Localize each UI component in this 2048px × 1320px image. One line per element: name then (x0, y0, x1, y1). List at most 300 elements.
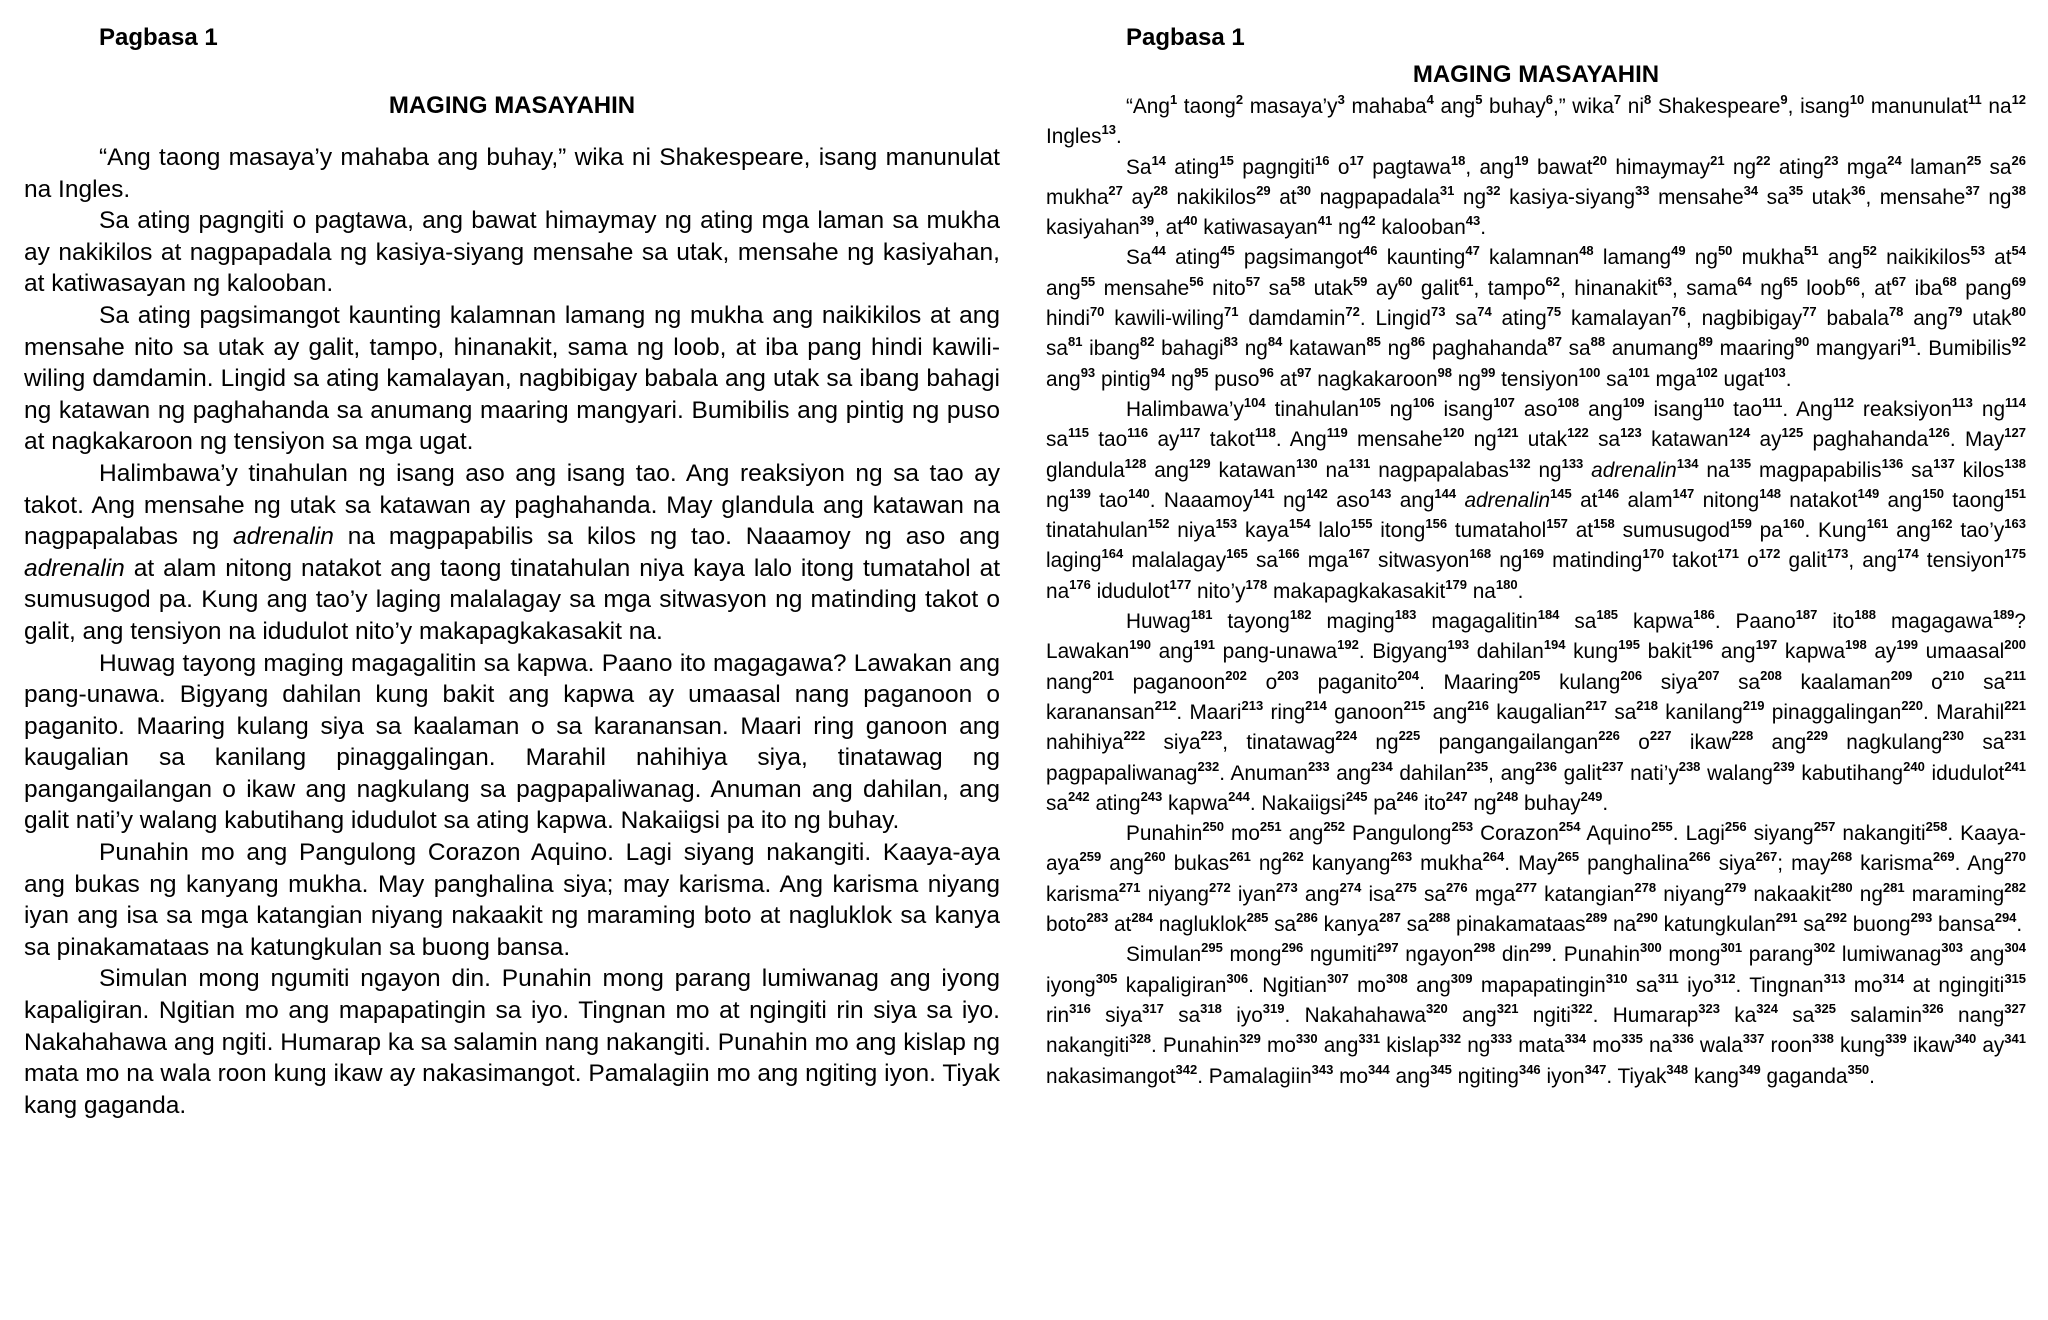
word-number: 158 (1593, 516, 1615, 532)
word-number: 135 (1729, 455, 1752, 471)
text-run: katawan (1641, 428, 1729, 452)
word-number: 80 (2011, 304, 2027, 320)
word-number: 39 (1139, 213, 1155, 229)
text-run: . Naaamoy (1149, 488, 1253, 512)
text-run: ngumiti (1303, 943, 1377, 967)
text-run: , tampo (1473, 276, 1546, 300)
word-number: 146 (1597, 485, 1620, 501)
text-run: nagpapalabas (1370, 458, 1509, 482)
word-number: 219 (1742, 697, 1765, 713)
text-run: kanyang (1303, 852, 1391, 876)
word-number: 185 (1596, 607, 1619, 623)
text-run: , tinatawag (1222, 731, 1336, 755)
text-run: Sa (1126, 155, 1152, 179)
text-run: . Kung (1804, 519, 1867, 543)
text-run: karanansan (1046, 700, 1155, 724)
text-run: ating (1165, 246, 1221, 270)
text-run: Shakespeare (1651, 95, 1781, 118)
word-number: 256 (1724, 819, 1747, 835)
word-number: 31 (1439, 182, 1455, 198)
text-run: sa (1046, 337, 1068, 361)
word-number: 208 (1760, 667, 1782, 683)
word-number: 119 (1326, 425, 1348, 441)
word-number: 249 (1580, 788, 1603, 804)
word-number: 49 (1671, 243, 1686, 259)
text-run: Pangulong (1345, 822, 1452, 846)
word-number: 176 (1069, 576, 1091, 592)
text-run: sa (1719, 670, 1761, 694)
text-run: mata (1512, 1034, 1565, 1058)
word-number: 63 (1657, 273, 1673, 289)
word-number: 156 (1425, 516, 1448, 532)
text-run: “Ang (1126, 95, 1170, 118)
word-number: 21 (1710, 152, 1725, 168)
text-run: ngiti (1518, 1003, 1571, 1027)
word-number: 92 (2011, 334, 2026, 350)
word-number: 271 (1118, 879, 1141, 895)
word-number: 114 (2005, 394, 2026, 410)
text-run: ang (1818, 246, 1863, 270)
text-run: lamang (1593, 246, 1672, 270)
text-run: kapwa (1618, 610, 1694, 634)
text-run: gaganda (1760, 1064, 1848, 1088)
word-number: 173 (1826, 546, 1849, 562)
word-number: 197 (1755, 637, 1778, 653)
reading-label: Pagbasa 1 (99, 24, 218, 51)
word-number: 155 (1350, 516, 1373, 532)
text-run: pintig (1095, 367, 1151, 391)
word-number: 68 (1942, 273, 1957, 289)
word-number: 97 (1297, 364, 1312, 380)
paragraph (24, 837, 1000, 963)
text-run: ugat (1717, 367, 1764, 391)
word-number: 334 (1564, 1031, 1587, 1047)
word-number: 129 (1188, 455, 1211, 471)
word-number: 217 (1585, 697, 1608, 713)
word-number: 207 (1697, 667, 1720, 683)
word-number: 139 (1069, 485, 1091, 501)
word-number: 348 (1666, 1061, 1689, 1077)
word-number: 322 (1570, 1000, 1593, 1016)
text-run: . Ang (1782, 397, 1833, 421)
text-run: ng (1332, 216, 1362, 240)
text-run: . Bumibilis (1915, 337, 2012, 361)
word-number: 242 (1067, 788, 1090, 804)
paragraph (24, 142, 1000, 205)
text-run: ng (1972, 397, 2006, 421)
text-run: kanya (1317, 913, 1380, 937)
word-number: 342 (1175, 1061, 1198, 1077)
word-number: 160 (1782, 516, 1805, 532)
word-number: 81 (1067, 334, 1083, 350)
text-run: na (1466, 579, 1496, 603)
text-run: din (1495, 943, 1530, 967)
text-run: ibang (1082, 337, 1140, 361)
word-number: 133 (1561, 455, 1584, 471)
text-run: ng (1380, 337, 1411, 361)
word-number: 268 (1830, 849, 1853, 865)
text-run: utak (1518, 428, 1568, 452)
word-number: 252 (1323, 819, 1346, 835)
word-number: 255 (1651, 819, 1673, 835)
word-number: 61 (1459, 273, 1474, 289)
word-number: 100 (1578, 364, 1601, 380)
text-run: na (1317, 458, 1349, 482)
word-number: 248 (1496, 788, 1519, 804)
text-run: ng (1530, 458, 1562, 482)
word-number: 36 (1850, 182, 1866, 198)
text-run: mangyari (1809, 337, 1902, 361)
word-number: 317 (1142, 1000, 1164, 1016)
word-number: 247 (1445, 788, 1468, 804)
word-number: 340 (1954, 1031, 1977, 1047)
text-run: Aquino (1580, 822, 1652, 846)
word-number: 64 (1737, 273, 1752, 289)
text-run: katangian (1537, 882, 1635, 906)
word-number: 37 (1965, 182, 1980, 198)
word-number: 301 (1720, 940, 1743, 956)
text-run: Simulan mong ngumiti ngayon din. Punahin mong parang lumiwanag ang iyong kapaligiran. Ngitian mo ang mapapatingin sa iyo. Tingnan mo at ngingiti rin siya sa iyo. Nakahahawa ang ngiti. Humarap ka sa salamin nang nakangiti. Punahin mo ang kislap ng mata mo na wala roon kung ikaw ay nakasimangot. Pamalagiin mo ang ngiting iyon. Tiyak kang gaganda. (24, 965, 1000, 1119)
word-number: 258 (1925, 819, 1948, 835)
word-number: 6 (1545, 92, 1553, 107)
text-run: , ang (1848, 549, 1897, 573)
word-number: 26 (2011, 152, 2026, 168)
text-run: sa (1777, 1003, 1815, 1027)
word-number: 345 (1430, 1061, 1452, 1077)
word-number: 132 (1508, 455, 1531, 471)
text-run: ang (1579, 397, 1623, 421)
text-run: sa (1268, 913, 1297, 937)
text-run: . Pamalagiin (1197, 1064, 1312, 1088)
word-number: 84 (1267, 334, 1283, 350)
word-number: 174 (1896, 546, 1919, 562)
text-run: damdamin (1238, 307, 1346, 331)
word-number: 267 (1755, 849, 1778, 865)
word-number: 305 (1095, 970, 1118, 986)
word-number: 76 (1671, 304, 1686, 320)
text-run: na (1046, 579, 1070, 603)
text-run: ang (1425, 700, 1468, 724)
word-number: 245 (1345, 788, 1368, 804)
text-run: at (1273, 367, 1298, 391)
text-run: sa (1046, 791, 1068, 815)
text-run: . (1869, 1064, 1875, 1088)
text-run: ng (1751, 276, 1784, 300)
text-run: maraming (1904, 882, 2005, 906)
text-run: o (1738, 549, 1759, 573)
word-number: 136 (1881, 455, 1904, 471)
word-number: 93 (1080, 364, 1096, 380)
word-number: 82 (1139, 334, 1155, 350)
word-number: 326 (1921, 1000, 1944, 1016)
text-run: ng (1380, 397, 1413, 421)
numbered-reading-title: MAGING MASAYAHIN (1412, 61, 1660, 88)
text-run: mo (1586, 1034, 1622, 1058)
paragraph (24, 300, 1000, 458)
word-number: 221 (2004, 697, 2026, 713)
word-number: 148 (1759, 485, 1781, 501)
word-number: 235 (1466, 758, 1489, 774)
text-run: sa (1758, 185, 1789, 209)
word-number: 83 (1223, 334, 1239, 350)
text-run: . Nakahahawa (1284, 1003, 1426, 1027)
word-number: 46 (1363, 243, 1378, 259)
text-run: ng (1491, 549, 1523, 573)
word-number: 134 (1676, 455, 1699, 471)
text-run: iyan (1230, 882, 1277, 906)
text-run: itong (1372, 519, 1426, 543)
text-run: alam (1619, 488, 1673, 512)
word-number: 253 (1451, 819, 1474, 835)
word-number: 240 (1903, 758, 1925, 774)
word-number: 192 (1337, 637, 1359, 653)
word-number: 254 (1558, 819, 1581, 835)
numbered-reading-label: Pagbasa 1 (1126, 24, 1245, 51)
word-number: 96 (1259, 364, 1274, 380)
word-number: 215 (1403, 697, 1426, 713)
word-number: 329 (1239, 1031, 1261, 1047)
word-number: 199 (1896, 637, 1919, 653)
text-run: niya (1169, 519, 1216, 543)
text-run: nang (1046, 670, 1093, 694)
word-number: 152 (1147, 516, 1170, 532)
text-run: paganito (1298, 670, 1398, 694)
word-number: 175 (2004, 546, 2026, 562)
word-number: 288 (1428, 910, 1451, 926)
text-run: iyong (1046, 973, 1096, 997)
word-number: 234 (1371, 758, 1393, 774)
word-number: 281 (1882, 879, 1905, 895)
text-run: sa (1607, 700, 1637, 724)
text-run: sa (1600, 367, 1629, 391)
text-run: , at (1154, 216, 1184, 240)
word-number: 347 (1584, 1061, 1607, 1077)
text-run: sa (1797, 913, 1826, 937)
word-number: 338 (1812, 1031, 1834, 1047)
text-run: matinding (1544, 549, 1643, 573)
text-run: . Anuman (1219, 761, 1308, 785)
text-run: ang (1046, 367, 1081, 391)
word-number: 166 (1277, 546, 1300, 562)
text-run: lumiwanag (1835, 943, 1942, 967)
text-run: ka (1719, 1003, 1757, 1027)
word-number: 107 (1493, 394, 1515, 410)
word-number: 62 (1545, 273, 1561, 289)
word-number: 312 (1713, 970, 1736, 986)
text-run: ang (1389, 1064, 1431, 1088)
text-run: reaksiyon (1853, 397, 1952, 421)
text-run: umaasal (1918, 640, 2005, 664)
word-number: 318 (1200, 1000, 1222, 1016)
word-number: 198 (1845, 637, 1867, 653)
word-number: 193 (1447, 637, 1470, 653)
word-number: 58 (1290, 273, 1306, 289)
text-run: mukha (1046, 185, 1109, 209)
word-number: 69 (2011, 273, 2027, 289)
text-run: panghalina (1579, 852, 1689, 876)
word-number: 5 (1475, 92, 1483, 107)
text-run: sa (1445, 307, 1478, 331)
word-number: 171 (1717, 546, 1739, 562)
word-number: 284 (1131, 910, 1154, 926)
word-number: 306 (1226, 970, 1249, 986)
text-run: kislap (1380, 1034, 1440, 1058)
word-number: 165 (1226, 546, 1248, 562)
text-run: karisma (1046, 882, 1119, 906)
text-run: bawat (1528, 155, 1593, 179)
paragraph (1046, 819, 2026, 940)
text-run: magagawa (1876, 610, 1993, 634)
word-number: 290 (1636, 910, 1658, 926)
text-run: parang (1742, 943, 1814, 967)
text-run: o (1619, 731, 1650, 755)
word-number: 56 (1189, 273, 1204, 289)
text-run: sumusugod (1614, 519, 1731, 543)
word-number: 44 (1151, 243, 1166, 259)
text-run: ngayon (1398, 943, 1474, 967)
word-number: 298 (1473, 940, 1496, 956)
text-run: at (1567, 519, 1594, 543)
word-number: 224 (1335, 728, 1358, 744)
text-run: kanilang (1658, 700, 1743, 724)
text-run: ito (1817, 610, 1855, 634)
word-number: 260 (1143, 849, 1166, 865)
text-run: nagpapadala (1311, 185, 1440, 209)
text-run: kapaligiran (1117, 973, 1227, 997)
text-run: pinaggalingan (1764, 700, 1902, 724)
word-number: 269 (1932, 849, 1955, 865)
text-run: Punahin mo ang Pangulong Corazon Aquino. Lagi siyang nakangiti. Kaaya-aya ang bukas ng kanyang mukha. May panghalina siya; may karisma. Ang karisma niyang iyan ang isa sa mga katangian niyang nakaakit ng maraming boto at nagluklok sa kanya sa pinakamataas na katungkulan sa buong bansa. (24, 839, 1000, 961)
text-run: kabutihang (1794, 761, 1904, 785)
text-run: tensiyon (1495, 367, 1579, 391)
text-run: iyo (1678, 973, 1714, 997)
text-run: . Bigyang (1358, 640, 1448, 664)
word-number: 10 (1849, 92, 1865, 107)
text-run: kaalaman (1781, 670, 1891, 694)
word-number: 14 (1151, 152, 1166, 168)
word-number: 297 (1376, 940, 1399, 956)
word-number: 265 (1557, 849, 1580, 865)
text-run: ng (1454, 185, 1487, 209)
word-number: 11 (1968, 92, 1982, 107)
word-number: 78 (1888, 304, 1904, 320)
text-run: ang (1433, 95, 1476, 118)
text-run: natakot (1780, 488, 1858, 512)
word-number: 246 (1396, 788, 1419, 804)
text-run: nagluklok (1153, 913, 1247, 937)
text-run: . Punahin (1150, 1034, 1240, 1058)
word-number: 333 (1490, 1031, 1513, 1047)
text-run: hindi (1046, 307, 1090, 331)
text-run: siya (1642, 670, 1698, 694)
word-number: 230 (1942, 728, 1964, 744)
word-number: 102 (1696, 364, 1718, 380)
word-number: 181 (1190, 607, 1213, 623)
word-number: 25 (1966, 152, 1982, 168)
word-number: 270 (2004, 849, 2026, 865)
word-number: 243 (1140, 788, 1163, 804)
word-number: 289 (1585, 910, 1608, 926)
text-run: ating (1770, 155, 1824, 179)
word-number: 15 (1219, 152, 1234, 168)
text-run: tao (1088, 428, 1128, 452)
word-number: 214 (1305, 697, 1327, 713)
word-number: 131 (1348, 455, 1371, 471)
word-number: 201 (1092, 667, 1114, 683)
text-run: kaunting (1377, 246, 1466, 270)
text-run: nitong (1694, 488, 1760, 512)
text-run: ; may (1777, 852, 1831, 876)
text-run: pa (1367, 791, 1397, 815)
word-number: 86 (1410, 334, 1426, 350)
word-number: 332 (1439, 1031, 1462, 1047)
text-run: taong (1177, 95, 1236, 118)
text-run: galit (1557, 761, 1602, 785)
paragraph (24, 648, 1000, 838)
word-number: 162 (1930, 516, 1953, 532)
word-number: 140 (1128, 485, 1150, 501)
word-number: 110 (1703, 394, 1725, 410)
word-number: 276 (1445, 879, 1468, 895)
text-run: idudulot (1924, 761, 2005, 785)
word-number: 104 (1243, 394, 1266, 410)
word-number: 294 (1994, 910, 2017, 926)
word-number: 213 (1241, 697, 1264, 713)
text-run: himaymay (1606, 155, 1711, 179)
text-run: . (1480, 216, 1487, 240)
text-run: ring (1263, 700, 1306, 724)
word-number: 291 (1775, 910, 1798, 926)
word-number: 24 (1887, 152, 1902, 168)
text-run: ay (1750, 428, 1782, 452)
text-run: . (1517, 579, 1524, 603)
text-run: . Humarap (1592, 1003, 1699, 1027)
word-number: 23 (1823, 152, 1839, 168)
text-run: siyang (1746, 822, 1814, 846)
text-run: salamin (1835, 1003, 1922, 1027)
word-number: 71 (1224, 304, 1239, 320)
text-run: Punahin (1126, 822, 1203, 846)
text-run: makapagkakasakit (1267, 579, 1446, 603)
word-number: 205 (1518, 667, 1541, 683)
word-number: 302 (1813, 940, 1836, 956)
word-number: 186 (1693, 607, 1715, 623)
text-run: ating (1165, 155, 1220, 179)
word-number: 164 (1101, 546, 1124, 562)
word-number: 72 (1345, 304, 1360, 320)
text-run: ay (1148, 428, 1180, 452)
text-run: ang (1753, 731, 1807, 755)
text-run: ng (1464, 428, 1497, 452)
word-number: 311 (1657, 970, 1679, 986)
text-run: mong (1661, 943, 1721, 967)
text-run: ng (1451, 367, 1481, 391)
text-run: mensahe (1347, 428, 1443, 452)
text-run: nakasimangot (1046, 1064, 1176, 1088)
text-run: masaya’y (1243, 95, 1338, 118)
word-number: 161 (1866, 516, 1889, 532)
text-run: ng (1461, 1034, 1491, 1058)
word-number: 52 (1862, 243, 1877, 259)
word-number: 313 (1823, 970, 1846, 986)
text-run: mga (1299, 549, 1349, 573)
text-run: katungkulan (1657, 913, 1776, 937)
text-run: utak (1803, 185, 1851, 209)
text-run: at (1571, 488, 1598, 512)
word-number: 264 (1482, 849, 1505, 865)
word-number: 180 (1495, 576, 1518, 592)
text-run: . Ang (1275, 428, 1327, 452)
